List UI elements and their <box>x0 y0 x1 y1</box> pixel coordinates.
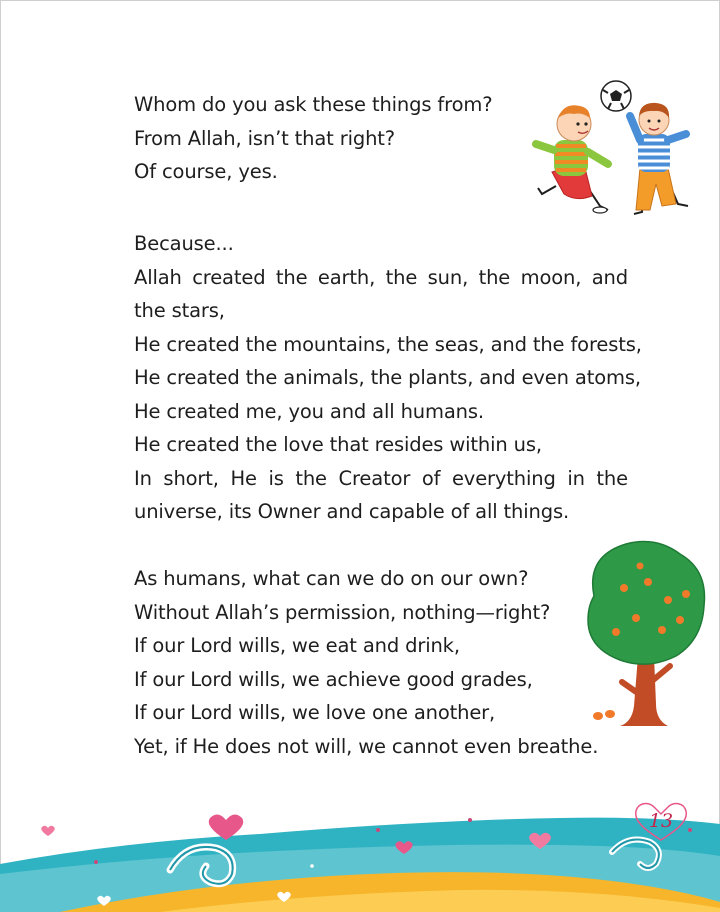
text-line: He created the love that resides within us, <box>134 433 542 456</box>
text-line: Whom do you ask these things from? <box>134 93 493 116</box>
text-line: If our Lord wills, we achieve good grades, <box>134 667 533 691</box>
text-line: He created the animals, the plants, and even atoms, <box>134 366 641 389</box>
text-line: Because... <box>134 232 234 255</box>
text-line: Without Allah’s permission, nothing—right? <box>134 600 551 624</box>
text-line: As humans, what can we do on our own? <box>134 567 529 590</box>
text-line: From Allah, isn’t that right? <box>134 126 395 150</box>
kids-playing-illustration <box>528 76 708 221</box>
text-line: He created me, you and all humans. <box>134 399 484 423</box>
text-line: Of course, yes. <box>134 160 278 183</box>
text-line: In short, He is the Creator of everything in the universe, its Owner and capable of all things. <box>134 466 628 523</box>
stanza-3 <box>110 562 628 763</box>
text-line: Yet, if He does not will, we cannot even breathe. <box>134 734 599 758</box>
tree-illustration <box>576 536 716 736</box>
boy-right-icon <box>630 103 688 214</box>
text-line: If our Lord wills, we eat and drink, <box>134 634 460 657</box>
text-line: If our Lord wills, we love one another, <box>134 701 496 724</box>
heart-icon <box>41 826 55 836</box>
stanza-2 <box>110 227 642 529</box>
boy-left-icon <box>536 105 608 213</box>
page-number: 13 <box>648 810 674 832</box>
text-line: Allah created the earth, the sun, the moon, and the stars, <box>134 265 628 322</box>
text-line: He created the mountains, the seas, and the forests, <box>134 332 642 356</box>
soccer-ball-icon <box>601 81 631 111</box>
bottom-wave-decoration <box>0 790 720 912</box>
